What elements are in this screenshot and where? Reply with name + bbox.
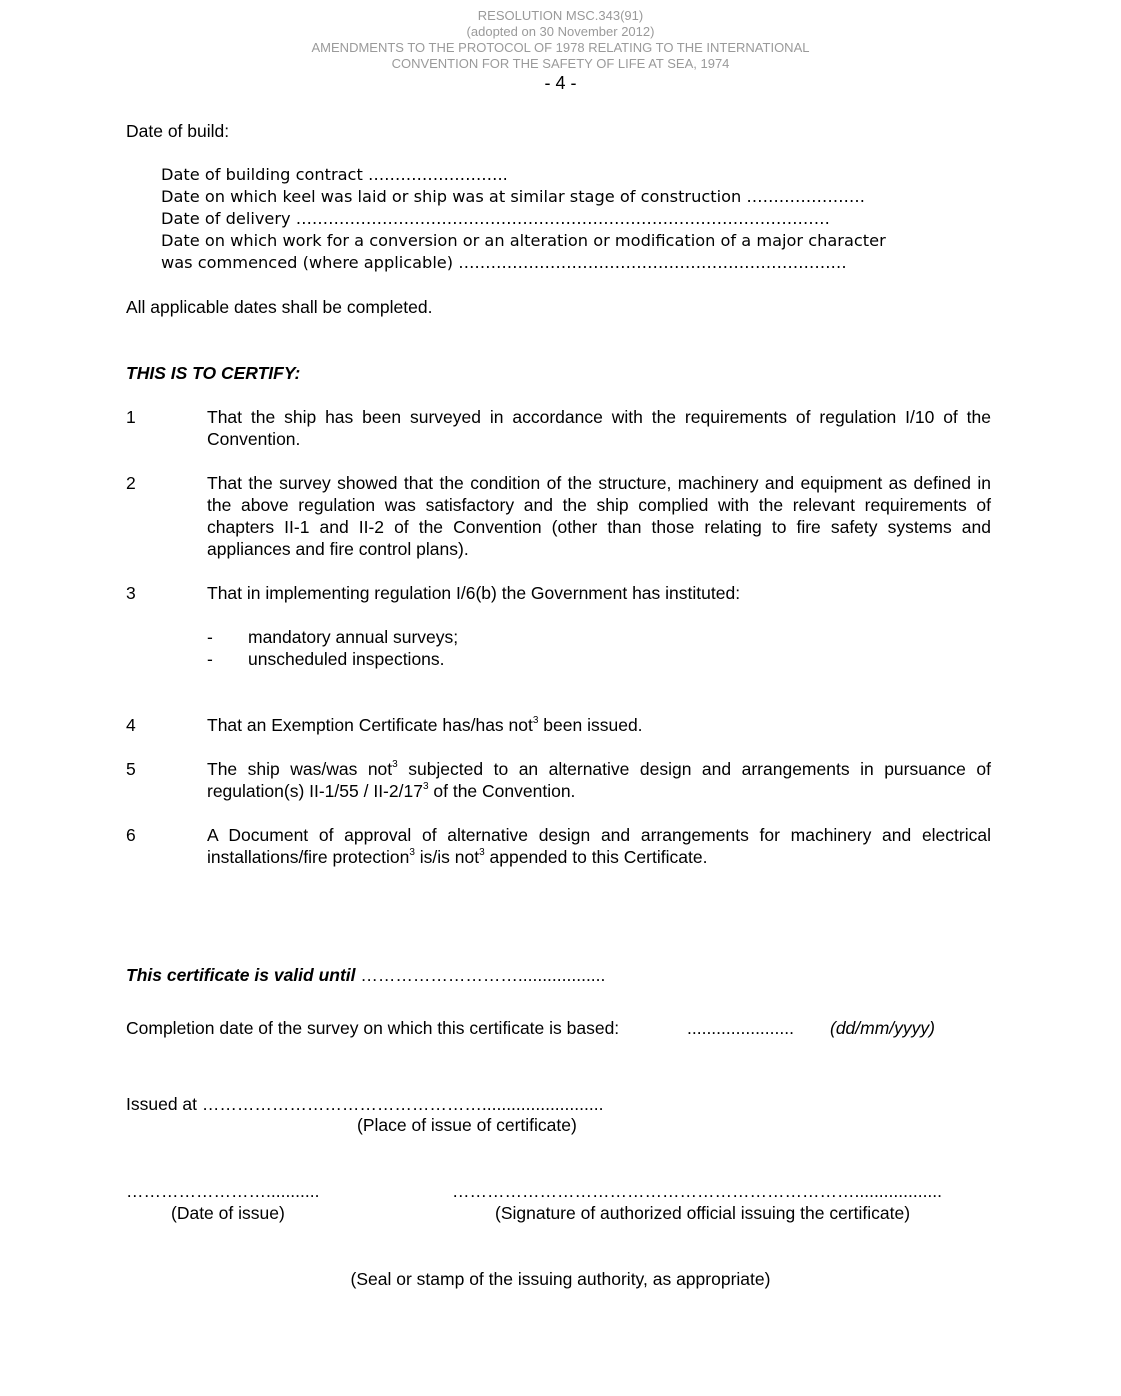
- footnote-ref: 3: [392, 759, 398, 770]
- header-amendments: AMENDMENTS TO THE PROTOCOL OF 1978 RELATING TO THE INTERNATIONAL: [311, 40, 810, 55]
- date-conversion-line1: Date on which work for a conversion or an alteration or modification of a major character: [161, 231, 886, 250]
- bullet-1-mark: -: [207, 627, 213, 647]
- header-adopted: (adopted on 30 November 2012): [466, 24, 655, 39]
- header-resolution: RESOLUTION MSC.343(91): [477, 8, 644, 23]
- date-of-issue-dots: ……………………...........: [126, 1181, 320, 1201]
- item-6-number: 6: [126, 825, 136, 845]
- date-building-contract: Date of building contract ……………………..: [161, 165, 508, 184]
- item-5-number: 5: [126, 759, 136, 779]
- footnote-ref: 3: [479, 847, 485, 858]
- seal-caption: (Seal or stamp of the issuing authority, as appropriate): [350, 1269, 771, 1289]
- bullet-1-text: mandatory annual surveys;: [248, 627, 459, 647]
- valid-until-dots: ………………………..................: [355, 965, 606, 985]
- date-conversion-line2: was commenced (where applicable) ………………………………………………………………: [161, 253, 847, 272]
- signature-caption: (Signature of authorized official issuing the certificate): [495, 1203, 911, 1223]
- item-4-number: 4: [126, 715, 136, 735]
- date-delivery: Date of delivery ………………………………………………………………………………………: [161, 209, 830, 228]
- dates-note: All applicable dates shall be completed.: [126, 297, 433, 317]
- item-4-text: That an Exemption Certificate has/has not$^3$ been issued.: [207, 715, 643, 735]
- item-2-text: That the survey showed that the condition of the structure, machinery and equipment as defined in the above regulation was satisfactory and the ship complied with the relevant requirements of chapters II-1 and II-2 of the Convention (other than those relating to fire safety systems and appliances and fire control plans).: [207, 473, 991, 559]
- valid-until-line: [126, 964, 605, 986]
- issued-at-line: Issued at ………………………………………….........................: [126, 1094, 604, 1114]
- item-1-text: That the ship has been surveyed in accordance with the requirements of regulation I/10 of the Convention.: [207, 407, 991, 449]
- completion-date-dots: ......................: [687, 1018, 794, 1038]
- completion-date-label: Completion date of the survey on which this certificate is based:: [126, 1018, 620, 1038]
- item-6-text: A Document of approval of alternative design and arrangements for machinery and electrical installations/fire protection$^3$ is/is not$^3$ appended to this Certificate.: [207, 825, 991, 867]
- item-3-number: 3: [126, 583, 136, 603]
- item-3-text: That in implementing regulation I/6(b) the Government has instituted:: [207, 583, 741, 603]
- item-5-text: The ship was/was not$^3$ subjected to an alternative design and arrangements in pursuance of regulation(s) $II-1/55 / II-2/17^3$ of the Convention.: [207, 759, 991, 801]
- footnote-ref: 3: [409, 847, 415, 858]
- bullet-2-text: unscheduled inspections.: [248, 649, 445, 669]
- footnote-ref: 3: [422, 781, 429, 792]
- valid-until-label: This certificate is valid until: [126, 965, 356, 985]
- item-1-number: 1: [126, 407, 136, 427]
- item-2-number: 2: [126, 473, 136, 493]
- certify-heading: THIS IS TO CERTIFY:: [126, 363, 301, 383]
- date-of-build-heading: Date of build:: [126, 121, 230, 141]
- place-caption: (Place of issue of certificate): [357, 1115, 577, 1135]
- page-number: - 4 -: [544, 73, 577, 93]
- bullet-2-mark: -: [207, 649, 213, 669]
- header-convention: CONVENTION FOR THE SAFETY OF LIFE AT SEA, 1974: [391, 56, 730, 71]
- date-keel-laid: Date on which keel was laid or ship was at similar stage of construction ………………….: [161, 187, 865, 206]
- date-of-issue-caption: (Date of issue): [171, 1203, 285, 1223]
- footnote-ref: 3: [532, 715, 539, 726]
- signature-dots: ……………………………………………………………..................: [452, 1181, 943, 1201]
- completion-date-format: (dd/mm/yyyy): [830, 1018, 935, 1038]
